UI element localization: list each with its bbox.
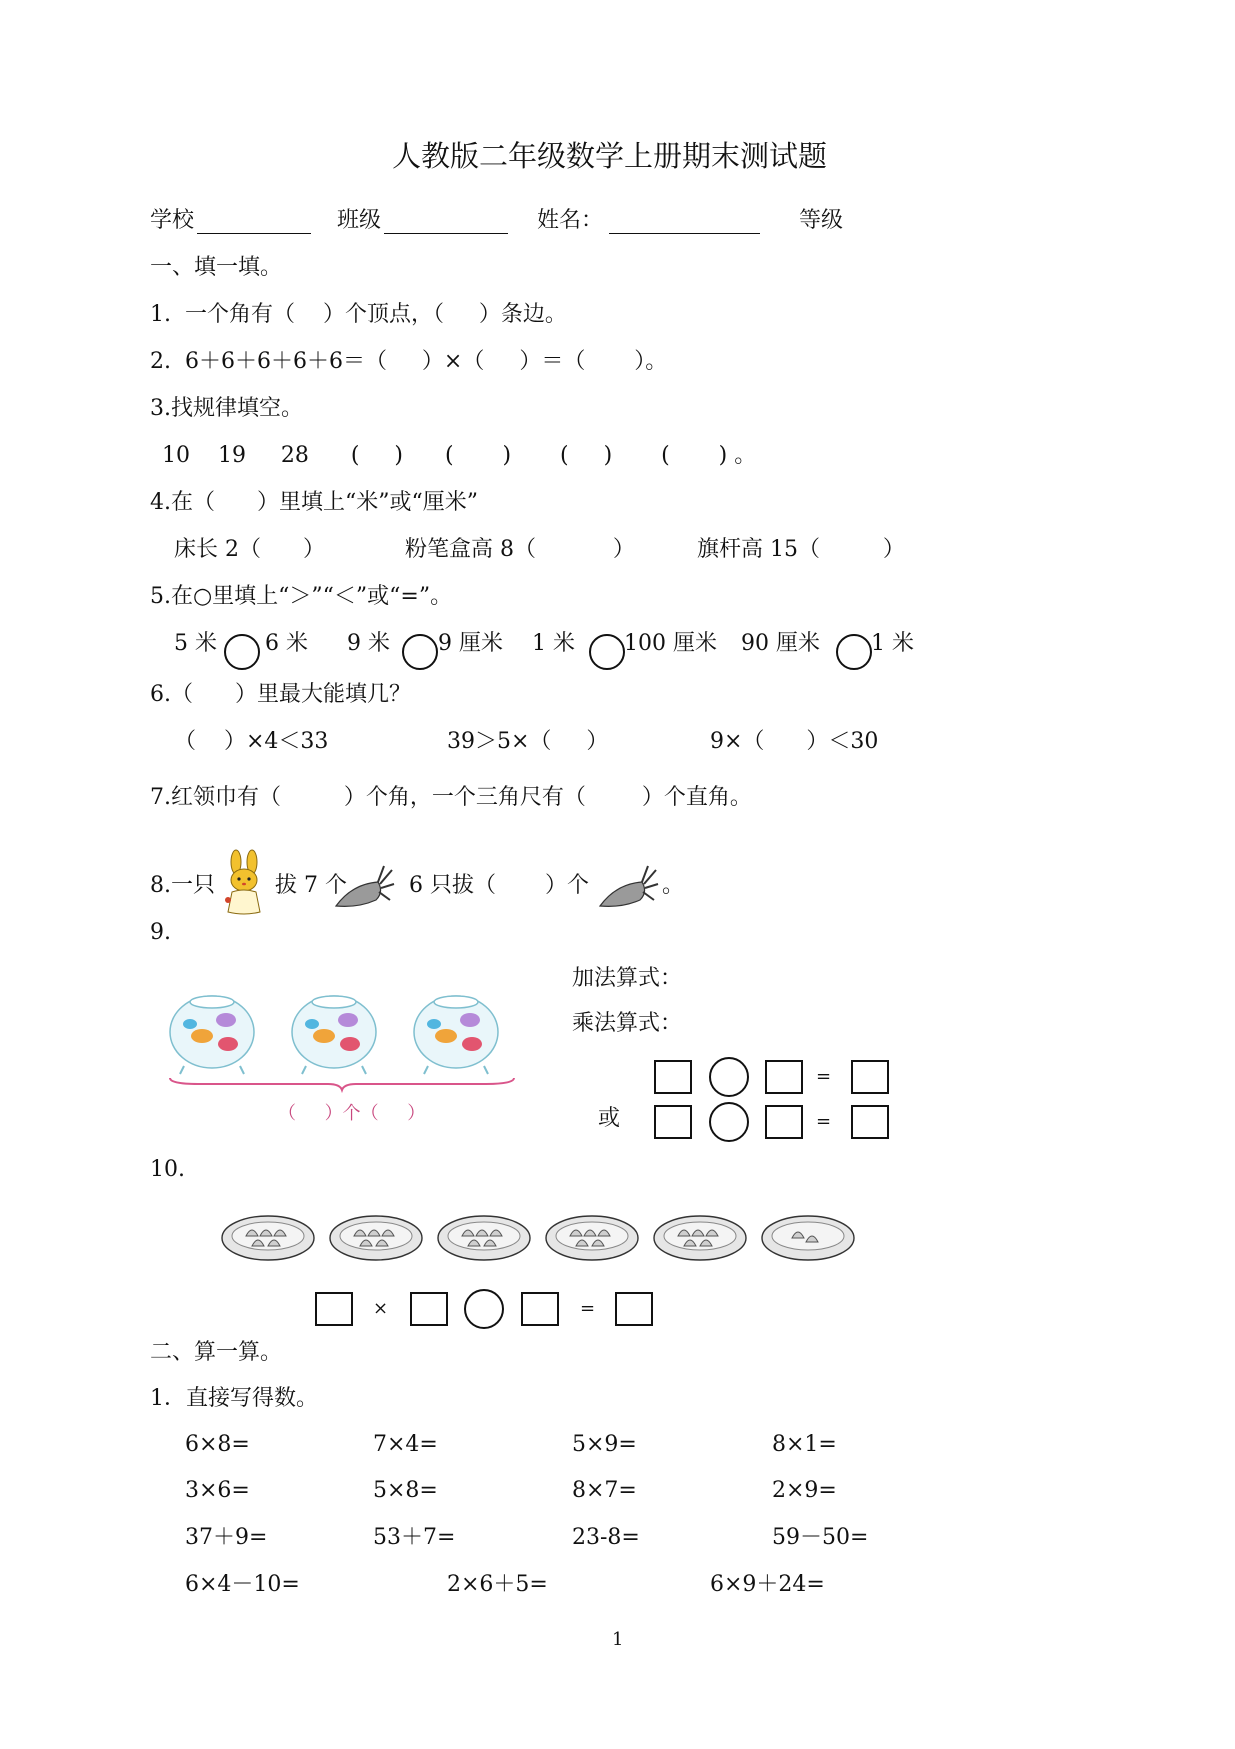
section2-heading: 二、算一算。: [150, 1340, 283, 1365]
section1-heading: 一、填一填。: [150, 255, 283, 280]
name-label: 姓名：: [537, 208, 604, 233]
question-8-b: 拔 7 个: [275, 873, 347, 898]
grade-label: 等级: [799, 208, 844, 233]
calc-item: 3×6=: [185, 1478, 250, 1503]
answer-box[interactable]: [654, 1060, 692, 1094]
or-label: 或: [598, 1106, 621, 1131]
calc-item: 2×6＋5=: [447, 1572, 548, 1597]
name-field[interactable]: [609, 211, 760, 234]
operator-circle[interactable]: [709, 1057, 749, 1097]
q5-b-right: 9 厘米: [438, 631, 503, 656]
addition-label: 加法算式：: [572, 966, 683, 991]
school-label: 学校: [150, 208, 195, 233]
calc-item: 5×8=: [373, 1478, 438, 1503]
calc-item: 6×8=: [185, 1432, 250, 1457]
q5-a-left: 5 米: [174, 631, 217, 656]
q5-d-right: 1 米: [871, 631, 914, 656]
carrot-image: [598, 864, 660, 914]
calc-item: 5×9=: [572, 1432, 637, 1457]
calc-item: 59－50=: [772, 1525, 869, 1550]
answer-box[interactable]: [615, 1292, 653, 1326]
operator-circle[interactable]: [709, 1102, 749, 1142]
compare-circle[interactable]: [589, 634, 625, 670]
question-4-a: 床长 2（ ）: [174, 537, 325, 562]
compare-circle[interactable]: [836, 634, 872, 670]
question-1: 1. 一个角有（ ）个顶点，（ ）条边。: [150, 302, 567, 327]
question-6-b: 39＞5×（ ）: [447, 729, 609, 754]
page-number: 1: [612, 1629, 624, 1650]
calc-item: 7×4=: [373, 1432, 438, 1457]
carrot-image: [334, 864, 396, 914]
calc-item: 37＋9=: [185, 1525, 268, 1550]
question-5: 5.在○里填上“＞”“＜”或“=”。: [150, 584, 453, 609]
question-9: 9.: [150, 920, 171, 945]
question-4-b: 粉笔盒高 8（ ）: [405, 537, 635, 562]
question-6-a: （ ）×4＜33: [174, 729, 329, 754]
question-2: 2. 6＋6＋6＋6＋6＝（ ）×（ ）＝（ ）。: [150, 349, 668, 374]
answer-box[interactable]: [765, 1060, 803, 1094]
section2-question-1: 1．直接写得数。: [150, 1386, 318, 1411]
calc-item: 6×9＋24=: [710, 1572, 825, 1597]
question-4-c: 旗杆高 15（ ）: [697, 537, 905, 562]
calc-item: 53＋7=: [373, 1525, 456, 1550]
question-3: 3.找规律填空。: [150, 396, 303, 421]
question-10: 10.: [150, 1157, 185, 1182]
answer-box[interactable]: [851, 1060, 889, 1094]
calc-item: 6×4－10=: [185, 1572, 300, 1597]
school-field[interactable]: [197, 211, 311, 234]
calc-item: 2×9=: [772, 1478, 837, 1503]
question-8-d: 。: [662, 873, 685, 898]
answer-box[interactable]: [654, 1105, 692, 1139]
q5-d-left: 90 厘米: [741, 631, 820, 656]
multiplication-label: 乘法算式：: [572, 1011, 683, 1036]
rabbit-image: [222, 850, 268, 916]
q5-a-right: 6 米: [265, 631, 308, 656]
compare-circle[interactable]: [224, 634, 260, 670]
class-label: 班级: [337, 208, 382, 233]
calc-item: 8×7=: [572, 1478, 637, 1503]
question-8-a: 8.一只: [150, 873, 215, 898]
equals-sign: =: [816, 1111, 832, 1132]
question-6-c: 9×（ ）＜30: [710, 729, 879, 754]
question-8-c: 6 只拔（ ）个: [409, 873, 589, 898]
calc-item: 23-8=: [572, 1525, 640, 1550]
calc-item: 8×1=: [772, 1432, 837, 1457]
equals-sign: =: [580, 1298, 596, 1319]
times-sign: ×: [373, 1298, 389, 1319]
q5-c-right: 100 厘米: [624, 631, 717, 656]
q5-b-left: 9 米: [347, 631, 390, 656]
question-3-sequence: 10 19 28 ( ) ( ) ( ) ( ) 。: [162, 443, 757, 468]
question-6: 6.（ ）里最大能填几？: [150, 682, 411, 707]
answer-box[interactable]: [315, 1292, 353, 1326]
page-title: 人教版二年级数学上册期末测试题: [392, 139, 828, 173]
operator-circle[interactable]: [464, 1289, 504, 1329]
question-4: 4.在（ ）里填上“米”或“厘米”: [150, 490, 478, 515]
class-field[interactable]: [384, 211, 508, 234]
fish-bowls-image: [168, 990, 518, 1110]
compare-circle[interactable]: [402, 634, 438, 670]
answer-box[interactable]: [410, 1292, 448, 1326]
dumpling-plates-image: [222, 1208, 864, 1264]
q5-c-left: 1 米: [532, 631, 575, 656]
equals-sign: =: [816, 1066, 832, 1087]
question-7: 7.红领巾有（ ）个角，一个三角尺有（ ）个直角。: [150, 785, 752, 810]
answer-box[interactable]: [765, 1105, 803, 1139]
answer-box[interactable]: [521, 1292, 559, 1326]
answer-box[interactable]: [851, 1105, 889, 1139]
fish-caption: （ ）个（ ）: [278, 1103, 426, 1124]
